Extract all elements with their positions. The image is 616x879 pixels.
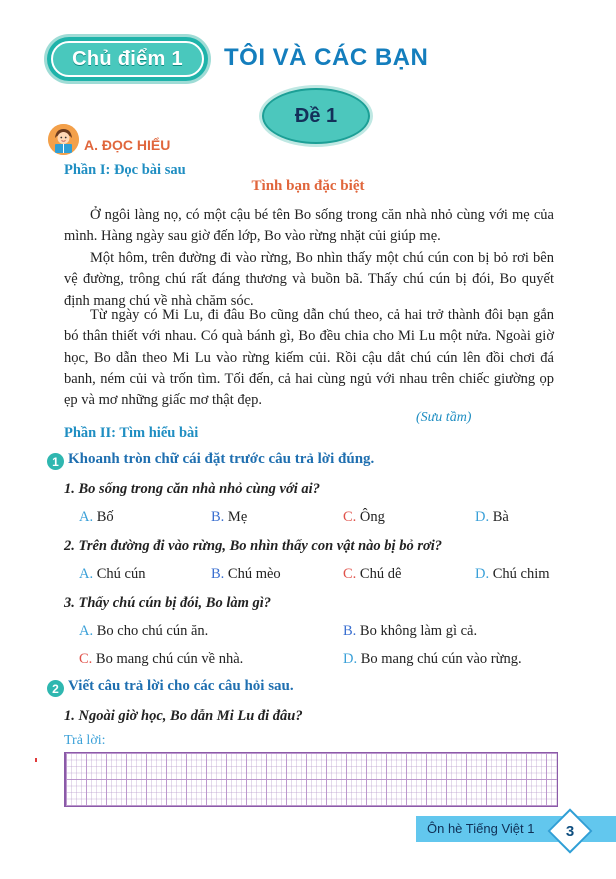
option-letter: B. [211, 509, 225, 525]
option-text: Bo mang chú cún vào rừng. [360, 651, 522, 667]
option-text: Chú mèo [227, 566, 281, 582]
story-paragraph-1: Ở ngôi làng nọ, có một cậu bé tên Bo sống trong căn nhà nhỏ cùng với mẹ của mình. Hàng ngày sau giờ đến lớp, Bo vào rừng nhặt củi giúp mẹ. [64, 207, 554, 245]
question-2: 2. Trên đường đi vào rừng, Bo nhìn thấy con vật nào bị bỏ rơi? [64, 538, 443, 554]
task-number-badge: 1 [47, 453, 64, 470]
option-text: Chú cún [96, 566, 146, 582]
q1-option-c[interactable] [343, 509, 385, 526]
q2-option-c[interactable] [343, 566, 401, 583]
q1-option-b[interactable] [211, 509, 247, 526]
q1-option-d[interactable] [475, 509, 509, 526]
option-letter: B. [343, 623, 357, 639]
q2-option-a[interactable] [79, 566, 145, 583]
answer-writing-grid[interactable] [64, 752, 558, 807]
option-letter: A. [79, 623, 94, 639]
option-letter: D. [475, 566, 490, 582]
q1-option-a[interactable] [79, 509, 114, 526]
story-title: Tình bạn đặc biệt [251, 178, 365, 194]
part1-title: Phần I: Đọc bài sau [64, 162, 186, 178]
task2-instruction: Viết câu trả lời cho các câu hỏi sau. [68, 678, 294, 694]
footer-book-title: Ôn hè Tiếng Việt 1 [427, 821, 535, 836]
option-text: Chú chim [492, 566, 550, 582]
q3-option-b[interactable] [343, 623, 477, 640]
q2-option-d[interactable] [475, 566, 550, 583]
answer-label: Trả lời: [64, 733, 106, 748]
option-letter: C. [79, 651, 93, 667]
story-source: (Sưu tầm) [416, 410, 472, 425]
option-letter: D. [475, 509, 490, 525]
option-text: Bà [492, 509, 509, 525]
task1-instruction: Khoanh tròn chữ cái đặt trước câu trả lời đúng. [68, 451, 375, 467]
chu-diem-label: Chủ điểm 1 [51, 41, 204, 77]
de-badge: Đề 1 [262, 88, 370, 144]
page-number: 3 [565, 822, 575, 840]
section-a-title: A. ĐỌC HIỂU [84, 137, 171, 153]
option-letter: A. [79, 566, 94, 582]
task-number-badge: 2 [47, 680, 64, 697]
q3-option-a[interactable] [79, 623, 208, 640]
option-text: Bố [96, 509, 114, 525]
question-3: 3. Thấy chú cún bị đói, Bo làm gì? [64, 595, 272, 611]
option-text: Bo cho chú cún ăn. [96, 623, 209, 639]
option-text: Bo không làm gì cả. [359, 623, 478, 639]
story-paragraph-2: Một hôm, trên đường đi vào rừng, Bo nhìn thấy một chú cún con bị bỏ rơi bên vệ đường, trông chú rất đáng thương và buồn bã. Thấy chú cún bị đói, Bo quyết định mang chú về nhà chăm sóc. [64, 250, 554, 309]
option-text: Bo mang chú cún về nhà. [95, 651, 244, 667]
q2-option-b[interactable] [211, 566, 281, 583]
reading-child-icon [48, 124, 79, 155]
unit-title: TÔI VÀ CÁC BẠN [224, 44, 429, 71]
option-letter: C. [343, 509, 357, 525]
question-1: 1. Bo sống trong căn nhà nhỏ cùng với ai? [64, 481, 320, 497]
margin-mark [35, 758, 37, 762]
option-letter: B. [211, 566, 225, 582]
q3-option-c[interactable] [79, 651, 243, 668]
writing-grid-minor-lines [66, 753, 557, 806]
task2-question-1: 1. Ngoài giờ học, Bo dẫn Mi Lu đi đâu? [64, 708, 303, 724]
chu-diem-badge [47, 37, 208, 81]
option-letter: C. [343, 566, 357, 582]
story-paragraph-3: Từ ngày có Mi Lu, đi đâu Bo cũng dẫn chú theo, cả hai trở thành đôi bạn gắn bó thân thiết với nhau. Có quà bánh gì, Bo đều chia cho Mi Lu một nửa. Ngoài giờ học, Bo dẫn theo Mi Lu vào rừng kiếm củi. Rồi cậu dắt chú cún lên đồi chơi đá banh, ném củi và trốn tìm. Tối đến, cả hai cùng ngủ với nhau trên chiếc giường ọp ẹp và mơ những giấc mơ thật đẹp. [64, 307, 554, 409]
option-text: Mẹ [227, 509, 248, 525]
option-text: Ông [359, 509, 385, 525]
part2-title: Phần II: Tìm hiểu bài [64, 425, 199, 441]
q3-option-d[interactable] [343, 651, 522, 668]
option-letter: D. [343, 651, 358, 667]
option-text: Chú dê [359, 566, 402, 582]
option-letter: A. [79, 509, 94, 525]
